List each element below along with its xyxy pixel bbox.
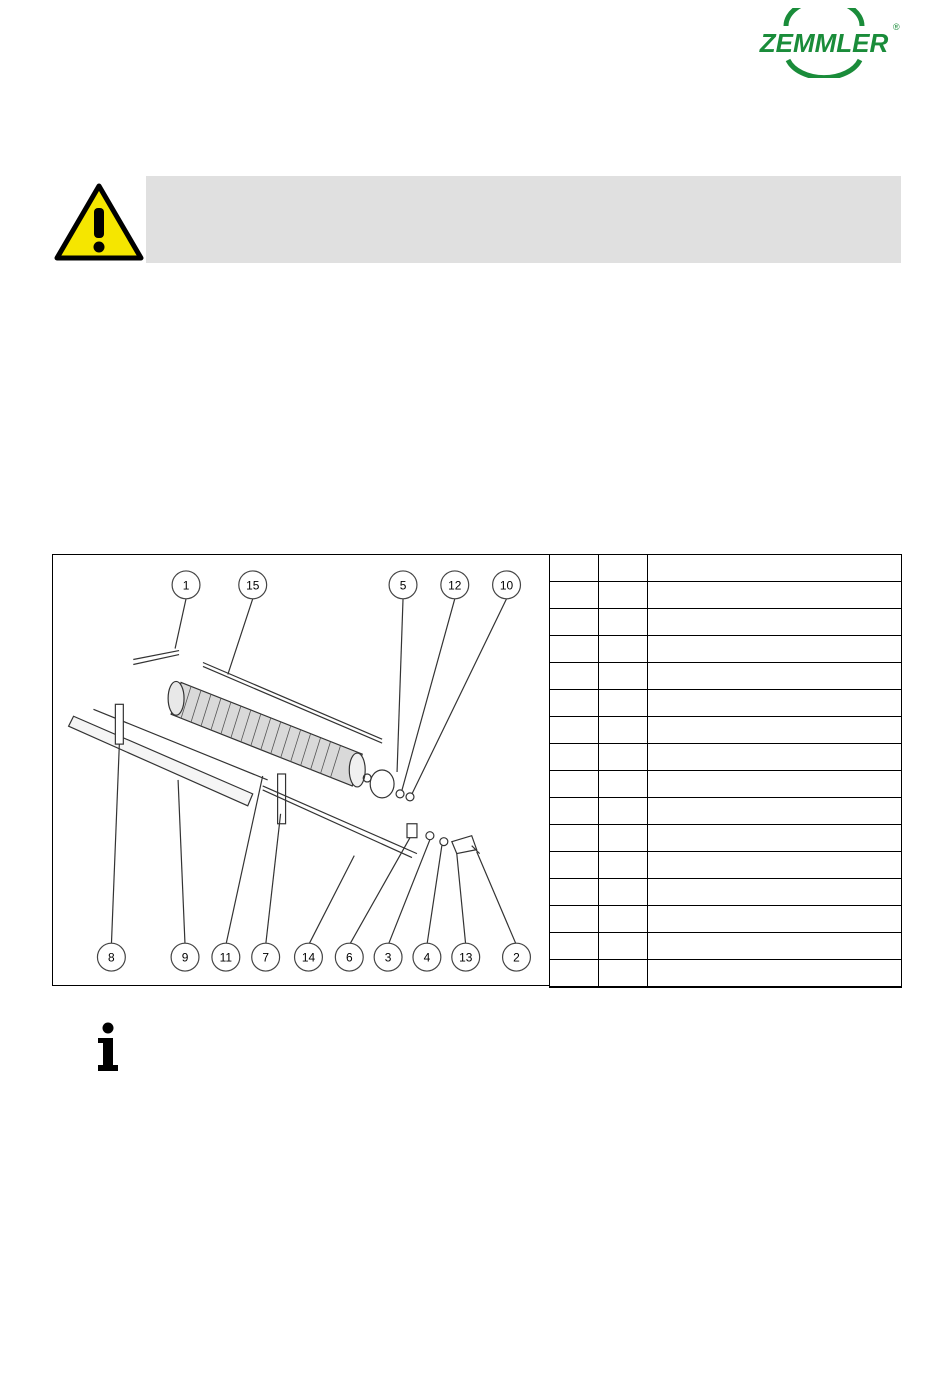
table-cell <box>648 744 902 771</box>
table-cell <box>599 798 648 825</box>
table-cell <box>550 960 599 988</box>
svg-text:13: 13 <box>459 950 473 965</box>
svg-text:11: 11 <box>219 950 233 965</box>
registered-mark: ® <box>893 22 900 32</box>
table-row <box>550 825 902 852</box>
table-row <box>550 609 902 636</box>
callout-14 <box>295 943 323 971</box>
svg-text:4: 4 <box>423 950 431 965</box>
table-row <box>550 798 902 825</box>
callout-13 <box>452 943 480 971</box>
table-cell <box>550 636 599 663</box>
table-row <box>550 582 902 609</box>
logo-text: ZEMMLER <box>759 28 889 58</box>
info-icon <box>96 1022 120 1072</box>
table-cell <box>599 906 648 933</box>
callout-3 <box>374 943 402 971</box>
table-cell <box>648 879 902 906</box>
table-row <box>550 771 902 798</box>
table-cell <box>599 771 648 798</box>
callout-7 <box>252 943 280 971</box>
callout-9 <box>171 943 199 971</box>
svg-text:7: 7 <box>262 950 269 965</box>
table-cell <box>599 744 648 771</box>
table-cell <box>550 609 599 636</box>
table-row <box>550 717 902 744</box>
table-cell <box>648 663 902 690</box>
table-cell <box>648 582 902 609</box>
table-cell <box>648 852 902 879</box>
callout-15 <box>239 571 267 599</box>
table-cell <box>550 663 599 690</box>
table-cell <box>550 906 599 933</box>
zemmler-logo <box>748 8 900 78</box>
table-cell <box>648 960 902 988</box>
table-cell <box>599 852 648 879</box>
svg-text:9: 9 <box>181 950 189 965</box>
table-cell <box>550 690 599 717</box>
svg-text:1: 1 <box>182 578 190 593</box>
table-cell <box>599 933 648 960</box>
table-row <box>550 663 902 690</box>
table-cell <box>599 555 648 582</box>
table-cell <box>648 906 902 933</box>
callout-6 <box>335 943 363 971</box>
table-cell <box>550 852 599 879</box>
roller-assembly-drawing <box>69 599 517 945</box>
parts-table <box>549 554 902 988</box>
table-row <box>550 744 902 771</box>
svg-text:2: 2 <box>513 950 520 965</box>
table-cell <box>599 609 648 636</box>
svg-text:8: 8 <box>108 950 115 965</box>
exploded-view-figure <box>52 554 549 986</box>
callout-5 <box>389 571 417 599</box>
callout-2 <box>503 943 531 971</box>
table-cell <box>599 825 648 852</box>
table-row <box>550 879 902 906</box>
table-row <box>550 852 902 879</box>
table-cell <box>648 690 902 717</box>
svg-text:6: 6 <box>345 950 353 965</box>
svg-text:3: 3 <box>384 950 392 965</box>
table-cell <box>599 960 648 988</box>
svg-text:12: 12 <box>448 578 462 593</box>
warning-triangle-icon <box>54 182 144 262</box>
table-cell <box>648 825 902 852</box>
callout-8 <box>97 943 125 971</box>
table-cell <box>550 879 599 906</box>
table-cell <box>599 636 648 663</box>
table-row <box>550 960 902 988</box>
svg-text:14: 14 <box>301 950 316 965</box>
table-cell <box>550 798 599 825</box>
table-cell <box>599 879 648 906</box>
table-cell <box>648 555 902 582</box>
callout-12 <box>441 571 469 599</box>
table-row <box>550 636 902 663</box>
table-cell <box>648 933 902 960</box>
table-row <box>550 906 902 933</box>
table-cell <box>648 636 902 663</box>
table-row <box>550 690 902 717</box>
table-cell <box>550 744 599 771</box>
table-cell <box>599 717 648 744</box>
table-cell <box>550 933 599 960</box>
callout-1 <box>172 571 200 599</box>
table-cell <box>550 555 599 582</box>
svg-text:5: 5 <box>399 578 407 593</box>
warning-box <box>146 176 901 263</box>
callout-4 <box>413 943 441 971</box>
callout-10 <box>493 571 521 599</box>
table-row <box>550 933 902 960</box>
table-cell <box>648 798 902 825</box>
table-row <box>550 555 902 582</box>
table-cell <box>648 771 902 798</box>
table-cell <box>550 825 599 852</box>
table-cell <box>599 582 648 609</box>
table-cell <box>550 771 599 798</box>
table-cell <box>648 717 902 744</box>
svg-text:10: 10 <box>499 578 514 593</box>
table-cell <box>550 582 599 609</box>
table-cell <box>599 663 648 690</box>
table-cell <box>648 609 902 636</box>
table-cell <box>550 717 599 744</box>
callout-11 <box>212 943 240 971</box>
svg-text:15: 15 <box>246 578 260 593</box>
table-cell <box>599 690 648 717</box>
